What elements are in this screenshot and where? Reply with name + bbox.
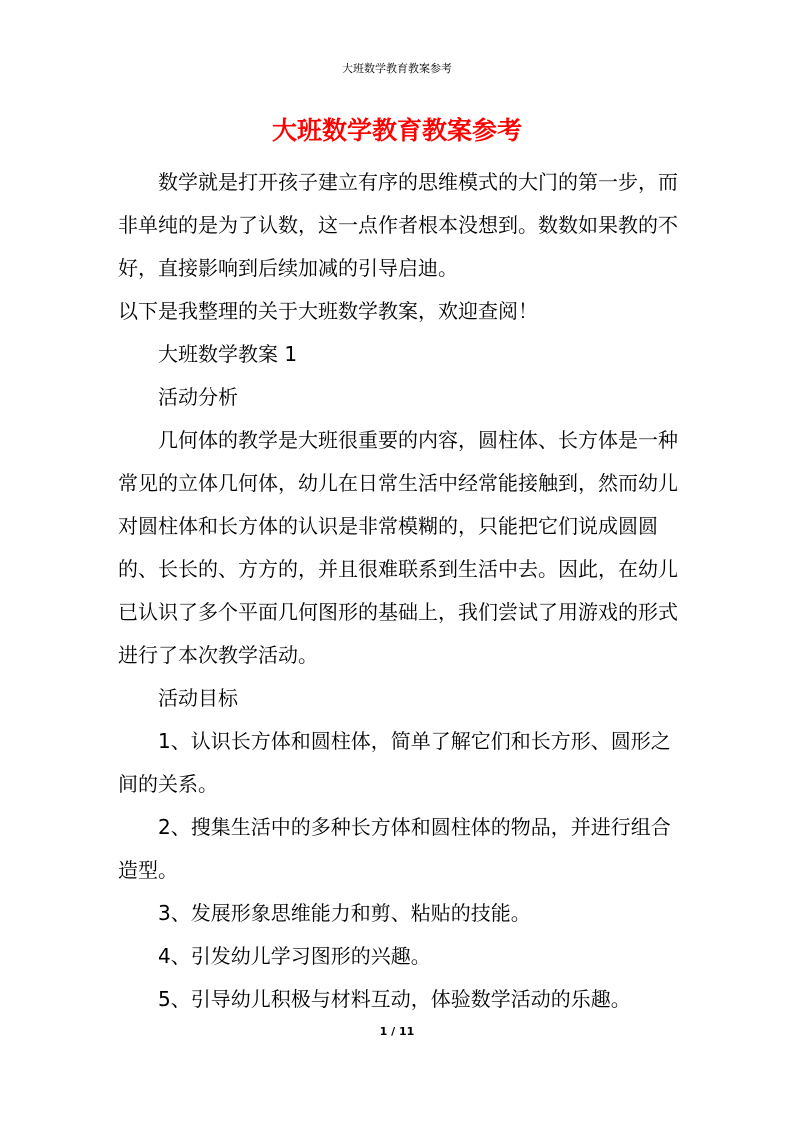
section-heading-activity-goals: 活动目标	[158, 686, 238, 710]
goal-item-1: 1、认识长方体和圆柱体，简单了解它们和长方形、圆形之间的关系。	[118, 729, 671, 796]
section-heading-lesson-1: 大班数学教案 1	[158, 342, 298, 366]
intro-note-paragraph: 以下是我整理的关于大班数学教案，欢迎查阅！	[118, 299, 538, 323]
goal-item-4: 4、引发幼儿学习图形的兴趣。	[158, 944, 431, 968]
document-title: 大班数学教育教案参考	[271, 116, 522, 145]
goal-item-3: 3、发展形象思维能力和剪、粘贴的技能。	[158, 901, 531, 925]
page-header: 大班数学教育教案参考	[342, 62, 452, 75]
goal-item-5: 5、引导幼儿积极与材料互动，体验数学活动的乐趣。	[158, 987, 631, 1011]
document-body	[118, 161, 678, 1021]
goal-item-2: 2、搜集生活中的多种长方体和圆柱体的物品，并进行组合造型。	[118, 815, 671, 882]
page-number: 1 / 11	[379, 1025, 415, 1038]
section-heading-activity-analysis: 活动分析	[158, 385, 238, 409]
analysis-paragraph: 几何体的教学是大班很重要的内容，圆柱体、长方体是一种常见的立体几何体，幼儿在日常生活中经常能接触到，然而幼儿对圆柱体和长方体的认识是非常模糊的，只能把它们说成圆圆的、长长的、方方的，并且很难联系到生活中去。因此，在幼儿已认识了多个平面几何图形的基础上，我们尝试了用游戏的形式进行了本次教学活动。	[118, 428, 678, 667]
intro-paragraph: 数学就是打开孩子建立有序的思维模式的大门的第一步，而非单纯的是为了认数，这一点作者根本没想到。数数如果教的不好，直接影响到后续加减的引导启迪。	[118, 170, 678, 280]
